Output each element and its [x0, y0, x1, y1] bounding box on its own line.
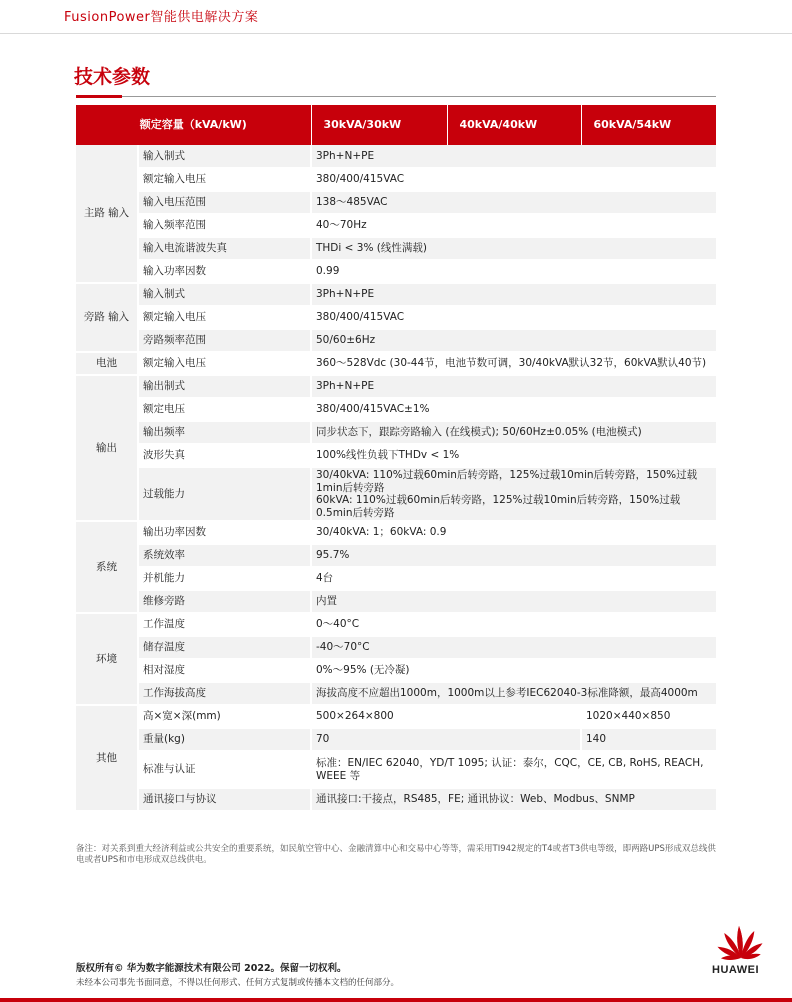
param-name: 额定输入电压	[138, 306, 311, 329]
param-value: 50/60±6Hz	[311, 329, 716, 352]
param-value: 4台	[311, 567, 716, 590]
table-row	[76, 613, 716, 636]
table-row	[76, 260, 716, 283]
param-name: 维修旁路	[138, 590, 311, 613]
group-label: 主路 输入	[76, 145, 138, 283]
param-value: 70	[311, 728, 581, 751]
group-label: 其他	[76, 705, 138, 811]
brand-title: FusionPower智能供电解决方案	[64, 10, 259, 25]
table-row	[76, 682, 716, 705]
table-row	[76, 567, 716, 590]
param-value: 3Ph+N+PE	[311, 375, 716, 398]
title-accent-bar	[76, 95, 122, 98]
spec-table	[76, 105, 716, 812]
param-name: 旁路频率范围	[138, 329, 311, 352]
param-name: 额定输入电压	[138, 352, 311, 375]
param-value: 30/40kVA: 110%过载60min后转旁路，125%过载10min后转旁路，150%过载1min后转旁路 60kVA: 110%过载60min后转旁路，125%过载10min后转旁路，150%过载0.5min后转旁路	[311, 467, 716, 521]
col-header-60kva: 60kVA/54kW	[581, 105, 716, 145]
param-value: 0.99	[311, 260, 716, 283]
huawei-logo-text: HUAWEI	[712, 964, 759, 976]
disclaimer-text: 未经本公司事先书面同意，不得以任何形式、任何方式复制或传播本文档的任何部分。	[76, 978, 400, 988]
group-label: 电池	[76, 352, 138, 375]
param-value: 同步状态下，跟踪旁路输入 (在线模式); 50/60Hz±0.05% (电池模式)	[311, 421, 716, 444]
param-value: 500×264×800	[311, 705, 581, 728]
table-row	[76, 145, 716, 168]
param-name: 输入电压范围	[138, 191, 311, 214]
param-value: -40～70°C	[311, 636, 716, 659]
param-value: 380/400/415VAC	[311, 306, 716, 329]
table-row	[76, 421, 716, 444]
table-row	[76, 788, 716, 811]
table-row	[76, 521, 716, 544]
param-name: 储存温度	[138, 636, 311, 659]
param-name: 输出功率因数	[138, 521, 311, 544]
param-value: 138～485VAC	[311, 191, 716, 214]
table-row	[76, 352, 716, 375]
param-name: 过载能力	[138, 467, 311, 521]
table-row	[76, 214, 716, 237]
page-title: 技术参数	[74, 66, 151, 88]
spec-table-header	[76, 105, 716, 145]
param-value: 100%线性负载下THDv < 1%	[311, 444, 716, 467]
spec-table-body	[76, 145, 716, 811]
param-name: 输入制式	[138, 283, 311, 306]
table-row	[76, 329, 716, 352]
param-name: 输入频率范围	[138, 214, 311, 237]
param-value: 3Ph+N+PE	[311, 283, 716, 306]
table-row	[76, 444, 716, 467]
param-value: 海拔高度不应超出1000m，1000m以上参考IEC62040-3标准降额，最高4000m	[311, 682, 716, 705]
param-value: 通讯接口:干接点，RS485，FE; 通讯协议：Web、Modbus、SNMP	[311, 788, 716, 811]
table-row	[76, 398, 716, 421]
table-row	[76, 191, 716, 214]
table-row	[76, 705, 716, 728]
param-value: 0～40°C	[311, 613, 716, 636]
param-value: 内置	[311, 590, 716, 613]
param-value-60kva: 1020×440×850	[581, 705, 716, 728]
copyright-text: 版权所有© 华为数字能源技术有限公司 2022。保留一切权利。	[76, 963, 347, 974]
param-name: 额定电压	[138, 398, 311, 421]
param-value: 380/400/415VAC	[311, 168, 716, 191]
table-row	[76, 306, 716, 329]
param-name: 波形失真	[138, 444, 311, 467]
footnote: 备注：对关系到重大经济利益或公共安全的重要系统，如民航空管中心、金融清算中心和交易中心等等，需采用TI942规定的T4或者T3供电等级，即两路UPS形成双总线供电或者UPS和市电形成双总线供电。	[76, 844, 716, 865]
table-row	[76, 636, 716, 659]
param-value: 360～528Vdc (30-44节，电池节数可调，30/40kVA默认32节，60kVA默认40节)	[311, 352, 716, 375]
param-name: 额定输入电压	[138, 168, 311, 191]
table-row	[76, 659, 716, 682]
param-name: 相对湿度	[138, 659, 311, 682]
param-name: 重量(kg)	[138, 728, 311, 751]
table-row	[76, 168, 716, 191]
table-row	[76, 751, 716, 788]
group-label: 旁路 输入	[76, 283, 138, 352]
group-label: 环境	[76, 613, 138, 705]
bottom-accent-bar	[0, 998, 792, 1002]
col-header-30kva: 30kVA/30kW	[311, 105, 447, 145]
param-name: 工作海拔高度	[138, 682, 311, 705]
table-row	[76, 237, 716, 260]
table-row	[76, 375, 716, 398]
param-name: 输出频率	[138, 421, 311, 444]
table-row	[76, 467, 716, 521]
col-header-40kva: 40kVA/40kW	[447, 105, 581, 145]
group-label: 系统	[76, 521, 138, 613]
param-name: 并机能力	[138, 567, 311, 590]
param-value: 0%～95% (无冷凝)	[311, 659, 716, 682]
param-value: 3Ph+N+PE	[311, 145, 716, 168]
col-header-capacity: 额定容量（kVA/kW)	[76, 105, 311, 145]
param-value: 40～70Hz	[311, 214, 716, 237]
table-row	[76, 728, 716, 751]
param-name: 通讯接口与协议	[138, 788, 311, 811]
title-divider	[76, 96, 716, 97]
param-value: 标准：EN/IEC 62040，YD/T 1095; 认证：泰尔，CQC，CE, CB, RoHS, REACH, WEEE 等	[311, 751, 716, 788]
param-value-60kva: 140	[581, 728, 716, 751]
param-name: 高×宽×深(mm)	[138, 705, 311, 728]
table-row	[76, 590, 716, 613]
param-name: 工作温度	[138, 613, 311, 636]
top-header-bar	[0, 0, 792, 34]
param-name: 系统效率	[138, 544, 311, 567]
param-value: THDi < 3% (线性满载)	[311, 237, 716, 260]
group-label: 输出	[76, 375, 138, 521]
param-name: 输入电流谐波失真	[138, 237, 311, 260]
param-value: 95.7%	[311, 544, 716, 567]
param-name: 输出制式	[138, 375, 311, 398]
table-row	[76, 544, 716, 567]
param-name: 输入功率因数	[138, 260, 311, 283]
param-name: 输入制式	[138, 145, 311, 168]
param-value: 30/40kVA: 1；60kVA: 0.9	[311, 521, 716, 544]
param-value: 380/400/415VAC±1%	[311, 398, 716, 421]
param-name: 标准与认证	[138, 751, 311, 788]
table-row	[76, 283, 716, 306]
